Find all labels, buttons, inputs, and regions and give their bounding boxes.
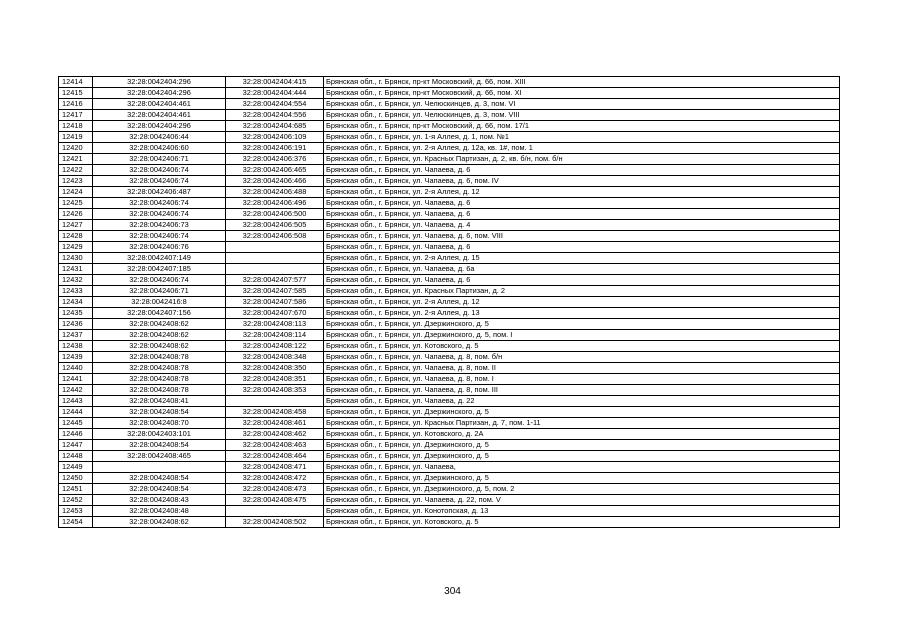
table-row xyxy=(59,99,840,110)
cadastral-number-cell: 32:28:0042407:670 xyxy=(226,308,324,319)
address-cell: Брянская обл., г. Брянск, ул. Конотопская, д. 13 xyxy=(324,506,840,517)
row-number-cell: 12417 xyxy=(59,110,93,121)
parent-cadastral-number-cell: 32:28:0042408:78 xyxy=(93,363,226,374)
parent-cadastral-number-cell: 32:28:0042408:78 xyxy=(93,385,226,396)
row-number-cell: 12427 xyxy=(59,220,93,231)
address-cell: Брянская обл., г. Брянск, пр-кт Московский, д. 66, пом. 17/1 xyxy=(324,121,840,132)
parent-cadastral-number-cell: 32:28:0042416:8 xyxy=(93,297,226,308)
cadastral-number-cell: 32:28:0042408:464 xyxy=(226,451,324,462)
cadastral-number-cell xyxy=(226,242,324,253)
table-row xyxy=(59,242,840,253)
cadastral-number-cell: 32:28:0042408:122 xyxy=(226,341,324,352)
row-number-cell: 12451 xyxy=(59,484,93,495)
registry-table xyxy=(58,76,840,528)
row-number-cell: 12425 xyxy=(59,198,93,209)
cadastral-number-cell: 32:28:0042407:586 xyxy=(226,297,324,308)
address-cell: Брянская обл., г. Брянск, ул. Дзержинского, д. 5, пом. I xyxy=(324,330,840,341)
row-number-cell: 12446 xyxy=(59,429,93,440)
row-number-cell: 12435 xyxy=(59,308,93,319)
cadastral-number-cell: 32:28:0042406:500 xyxy=(226,209,324,220)
row-number-cell: 12432 xyxy=(59,275,93,286)
row-number-cell: 12452 xyxy=(59,495,93,506)
address-cell: Брянская обл., г. Брянск, ул. Красных Партизан, д. 2, кв. б/н, пом. б/н xyxy=(324,154,840,165)
parent-cadastral-number-cell: 32:28:0042408:48 xyxy=(93,506,226,517)
table-row xyxy=(59,341,840,352)
cadastral-number-cell: 32:28:0042408:114 xyxy=(226,330,324,341)
cadastral-number-cell: 32:28:0042408:472 xyxy=(226,473,324,484)
address-cell: Брянская обл., г. Брянск, ул. Чапаева, д. 6 xyxy=(324,198,840,209)
cadastral-number-cell: 32:28:0042408:462 xyxy=(226,429,324,440)
table-row xyxy=(59,154,840,165)
parent-cadastral-number-cell: 32:28:0042404:296 xyxy=(93,88,226,99)
table-row xyxy=(59,121,840,132)
row-number-cell: 12445 xyxy=(59,418,93,429)
parent-cadastral-number-cell: 32:28:0042408:62 xyxy=(93,517,226,528)
cadastral-number-cell: 32:28:0042408:351 xyxy=(226,374,324,385)
address-cell: Брянская обл., г. Брянск, ул. Котовского, д. 2А xyxy=(324,429,840,440)
parent-cadastral-number-cell: 32:28:0042408:54 xyxy=(93,440,226,451)
table-row xyxy=(59,286,840,297)
address-cell: Брянская обл., г. Брянск, ул. Челюскинцев, д. 3, пом. VI xyxy=(324,99,840,110)
address-cell: Брянская обл., г. Брянск, ул. Чапаева, xyxy=(324,462,840,473)
table-row xyxy=(59,77,840,88)
parent-cadastral-number-cell: 32:28:0042406:73 xyxy=(93,220,226,231)
table-row xyxy=(59,88,840,99)
row-number-cell: 12422 xyxy=(59,165,93,176)
address-cell: Брянская обл., г. Брянск, пр-кт Московский, д. 66, пом. XI xyxy=(324,88,840,99)
table-row xyxy=(59,165,840,176)
address-cell: Брянская обл., г. Брянск, ул. 2-я Аллея, д. 12а, кв. 1#, пом. 1 xyxy=(324,143,840,154)
row-number-cell: 12449 xyxy=(59,462,93,473)
table-row xyxy=(59,330,840,341)
address-cell: Брянская обл., г. Брянск, ул. Котовского, д. 5 xyxy=(324,517,840,528)
cadastral-number-cell: 32:28:0042406:508 xyxy=(226,231,324,242)
address-cell: Брянская обл., г. Брянск, пр-кт Московский, д. 66, пом. XIII xyxy=(324,77,840,88)
table-row xyxy=(59,132,840,143)
row-number-cell: 12436 xyxy=(59,319,93,330)
parent-cadastral-number-cell: 32:28:0042408:62 xyxy=(93,341,226,352)
row-number-cell: 12453 xyxy=(59,506,93,517)
table-row xyxy=(59,275,840,286)
table-row xyxy=(59,407,840,418)
address-cell: Брянская обл., г. Брянск, ул. Дзержинского, д. 5 xyxy=(324,451,840,462)
row-number-cell: 12442 xyxy=(59,385,93,396)
parent-cadastral-number-cell: 32:28:0042406:74 xyxy=(93,231,226,242)
table-row xyxy=(59,352,840,363)
table-row xyxy=(59,297,840,308)
parent-cadastral-number-cell: 32:28:0042406:60 xyxy=(93,143,226,154)
cadastral-number-cell: 32:28:0042407:585 xyxy=(226,286,324,297)
row-number-cell: 12443 xyxy=(59,396,93,407)
row-number-cell: 12454 xyxy=(59,517,93,528)
parent-cadastral-number-cell: 32:28:0042404:296 xyxy=(93,77,226,88)
cadastral-number-cell: 32:28:0042404:685 xyxy=(226,121,324,132)
table-row xyxy=(59,220,840,231)
address-cell: Брянская обл., г. Брянск, ул. Дзержинского, д. 5, пом. 2 xyxy=(324,484,840,495)
address-cell: Брянская обл., г. Брянск, ул. Чапаева, д. 6, пом. VIII xyxy=(324,231,840,242)
cadastral-number-cell: 32:28:0042406:191 xyxy=(226,143,324,154)
parent-cadastral-number-cell: 32:28:0042406:74 xyxy=(93,198,226,209)
address-cell: Брянская обл., г. Брянск, ул. Дзержинского, д. 5 xyxy=(324,407,840,418)
row-number-cell: 12419 xyxy=(59,132,93,143)
address-cell: Брянская обл., г. Брянск, ул. Чапаева, д. 6а xyxy=(324,264,840,275)
address-cell: Брянская обл., г. Брянск, ул. Чапаева, д. 6 xyxy=(324,242,840,253)
table-row xyxy=(59,264,840,275)
table-row xyxy=(59,385,840,396)
address-cell: Брянская обл., г. Брянск, ул. Чапаева, д. 6 xyxy=(324,275,840,286)
row-number-cell: 12423 xyxy=(59,176,93,187)
cadastral-number-cell: 32:28:0042408:471 xyxy=(226,462,324,473)
cadastral-number-cell: 32:28:0042406:466 xyxy=(226,176,324,187)
parent-cadastral-number-cell: 32:28:0042404:461 xyxy=(93,110,226,121)
table-row xyxy=(59,495,840,506)
table-row xyxy=(59,363,840,374)
address-cell: Брянская обл., г. Брянск, ул. Красных Партизан, д. 2 xyxy=(324,286,840,297)
row-number-cell: 12448 xyxy=(59,451,93,462)
address-cell: Брянская обл., г. Брянск, ул. 1-я Аллея, д. 1, пом. №1 xyxy=(324,132,840,143)
parent-cadastral-number-cell: 32:28:0042407:156 xyxy=(93,308,226,319)
address-cell: Брянская обл., г. Брянск, ул. Котовского, д. 5 xyxy=(324,341,840,352)
parent-cadastral-number-cell: 32:28:0042408:54 xyxy=(93,407,226,418)
parent-cadastral-number-cell: 32:28:0042406:74 xyxy=(93,176,226,187)
row-number-cell: 12429 xyxy=(59,242,93,253)
table-row xyxy=(59,418,840,429)
row-number-cell: 12421 xyxy=(59,154,93,165)
cadastral-number-cell: 32:28:0042408:348 xyxy=(226,352,324,363)
table-row xyxy=(59,506,840,517)
parent-cadastral-number-cell: 32:28:0042406:74 xyxy=(93,275,226,286)
parent-cadastral-number-cell: 32:28:0042406:76 xyxy=(93,242,226,253)
parent-cadastral-number-cell: 32:28:0042404:461 xyxy=(93,99,226,110)
table-row xyxy=(59,231,840,242)
parent-cadastral-number-cell: 32:28:0042408:62 xyxy=(93,319,226,330)
parent-cadastral-number-cell: 32:28:0042403:101 xyxy=(93,429,226,440)
parent-cadastral-number-cell: 32:28:0042406:74 xyxy=(93,209,226,220)
parent-cadastral-number-cell: 32:28:0042408:62 xyxy=(93,330,226,341)
table-row xyxy=(59,143,840,154)
address-cell: Брянская обл., г. Брянск, ул. 2-я Аллея, д. 12 xyxy=(324,187,840,198)
table-row xyxy=(59,176,840,187)
page-number: 304 xyxy=(444,586,461,597)
table-row xyxy=(59,319,840,330)
parent-cadastral-number-cell xyxy=(93,462,226,473)
address-cell: Брянская обл., г. Брянск, ул. 2-я Аллея, д. 15 xyxy=(324,253,840,264)
row-number-cell: 12414 xyxy=(59,77,93,88)
address-cell: Брянская обл., г. Брянск, ул. Чапаева, д. 8, пом. II xyxy=(324,363,840,374)
table-row xyxy=(59,484,840,495)
row-number-cell: 12444 xyxy=(59,407,93,418)
address-cell: Брянская обл., г. Брянск, ул. Чапаева, д. 22 xyxy=(324,396,840,407)
table-row xyxy=(59,110,840,121)
cadastral-number-cell: 32:28:0042408:502 xyxy=(226,517,324,528)
row-number-cell: 12440 xyxy=(59,363,93,374)
cadastral-number-cell: 32:28:0042404:415 xyxy=(226,77,324,88)
address-cell: Брянская обл., г. Брянск, ул. Чапаева, д. 8, пом. б/н xyxy=(324,352,840,363)
parent-cadastral-number-cell: 32:28:0042406:71 xyxy=(93,154,226,165)
table-row xyxy=(59,440,840,451)
table-row xyxy=(59,462,840,473)
parent-cadastral-number-cell: 32:28:0042406:71 xyxy=(93,286,226,297)
parent-cadastral-number-cell: 32:28:0042408:43 xyxy=(93,495,226,506)
address-cell: Брянская обл., г. Брянск, ул. Чапаева, д. 6 xyxy=(324,165,840,176)
cadastral-number-cell: 32:28:0042408:473 xyxy=(226,484,324,495)
cadastral-number-cell: 32:28:0042408:113 xyxy=(226,319,324,330)
parent-cadastral-number-cell: 32:28:0042406:44 xyxy=(93,132,226,143)
row-number-cell: 12420 xyxy=(59,143,93,154)
address-cell: Брянская обл., г. Брянск, ул. Чапаева, д. 6 xyxy=(324,209,840,220)
parent-cadastral-number-cell: 32:28:0042406:74 xyxy=(93,165,226,176)
cadastral-number-cell xyxy=(226,253,324,264)
cadastral-number-cell: 32:28:0042406:109 xyxy=(226,132,324,143)
row-number-cell: 12431 xyxy=(59,264,93,275)
table-row xyxy=(59,396,840,407)
address-cell: Брянская обл., г. Брянск, ул. 2-я Аллея, д. 13 xyxy=(324,308,840,319)
parent-cadastral-number-cell: 32:28:0042408:54 xyxy=(93,473,226,484)
address-cell: Брянская обл., г. Брянск, ул. 2-я Аллея, д. 12 xyxy=(324,297,840,308)
parent-cadastral-number-cell: 32:28:0042404:296 xyxy=(93,121,226,132)
row-number-cell: 12438 xyxy=(59,341,93,352)
row-number-cell: 12447 xyxy=(59,440,93,451)
registry-table-body xyxy=(59,77,840,528)
address-cell: Брянская обл., г. Брянск, ул. Челюскинцев, д. 3, пом. VIII xyxy=(324,110,840,121)
cadastral-number-cell: 32:28:0042408:458 xyxy=(226,407,324,418)
row-number-cell: 12433 xyxy=(59,286,93,297)
cadastral-number-cell xyxy=(226,264,324,275)
row-number-cell: 12434 xyxy=(59,297,93,308)
address-cell: Брянская обл., г. Брянск, ул. Чапаева, д. 6, пом. IV xyxy=(324,176,840,187)
table-row xyxy=(59,451,840,462)
cadastral-number-cell: 32:28:0042404:444 xyxy=(226,88,324,99)
table-row xyxy=(59,374,840,385)
cadastral-number-cell: 32:28:0042408:353 xyxy=(226,385,324,396)
cadastral-number-cell: 32:28:0042404:554 xyxy=(226,99,324,110)
row-number-cell: 12430 xyxy=(59,253,93,264)
row-number-cell: 12428 xyxy=(59,231,93,242)
cadastral-number-cell: 32:28:0042406:496 xyxy=(226,198,324,209)
cadastral-number-cell: 32:28:0042408:475 xyxy=(226,495,324,506)
address-cell: Брянская обл., г. Брянск, ул. Дзержинского, д. 5 xyxy=(324,473,840,484)
table-row xyxy=(59,308,840,319)
row-number-cell: 12437 xyxy=(59,330,93,341)
cadastral-number-cell xyxy=(226,506,324,517)
cadastral-number-cell: 32:28:0042408:350 xyxy=(226,363,324,374)
table-row xyxy=(59,517,840,528)
address-cell: Брянская обл., г. Брянск, ул. Чапаева, д. 22, пом. V xyxy=(324,495,840,506)
parent-cadastral-number-cell: 32:28:0042406:487 xyxy=(93,187,226,198)
cadastral-number-cell: 32:28:0042408:463 xyxy=(226,440,324,451)
address-cell: Брянская обл., г. Брянск, ул. Чапаева, д. 4 xyxy=(324,220,840,231)
parent-cadastral-number-cell: 32:28:0042408:54 xyxy=(93,484,226,495)
address-cell: Брянская обл., г. Брянск, ул. Чапаева, д. 8, пом. I xyxy=(324,374,840,385)
address-cell: Брянская обл., г. Брянск, ул. Чапаева, д. 8, пом. III xyxy=(324,385,840,396)
cadastral-number-cell: 32:28:0042406:376 xyxy=(226,154,324,165)
table-row xyxy=(59,187,840,198)
parent-cadastral-number-cell: 32:28:0042408:70 xyxy=(93,418,226,429)
row-number-cell: 12450 xyxy=(59,473,93,484)
cadastral-number-cell: 32:28:0042407:577 xyxy=(226,275,324,286)
row-number-cell: 12441 xyxy=(59,374,93,385)
cadastral-number-cell xyxy=(226,396,324,407)
address-cell: Брянская обл., г. Брянск, ул. Красных Партизан, д. 7, пом. 1-11 xyxy=(324,418,840,429)
row-number-cell: 12424 xyxy=(59,187,93,198)
cadastral-number-cell: 32:28:0042408:461 xyxy=(226,418,324,429)
address-cell: Брянская обл., г. Брянск, ул. Дзержинского, д. 5 xyxy=(324,440,840,451)
table-row xyxy=(59,473,840,484)
table-row xyxy=(59,209,840,220)
parent-cadastral-number-cell: 32:28:0042407:185 xyxy=(93,264,226,275)
cadastral-number-cell: 32:28:0042404:556 xyxy=(226,110,324,121)
address-cell: Брянская обл., г. Брянск, ул. Дзержинского, д. 5 xyxy=(324,319,840,330)
row-number-cell: 12439 xyxy=(59,352,93,363)
row-number-cell: 12416 xyxy=(59,99,93,110)
row-number-cell: 12426 xyxy=(59,209,93,220)
parent-cadastral-number-cell: 32:28:0042408:78 xyxy=(93,374,226,385)
row-number-cell: 12418 xyxy=(59,121,93,132)
cadastral-number-cell: 32:28:0042406:465 xyxy=(226,165,324,176)
parent-cadastral-number-cell: 32:28:0042407:149 xyxy=(93,253,226,264)
row-number-cell: 12415 xyxy=(59,88,93,99)
parent-cadastral-number-cell: 32:28:0042408:41 xyxy=(93,396,226,407)
parent-cadastral-number-cell: 32:28:0042408:78 xyxy=(93,352,226,363)
cadastral-number-cell: 32:28:0042406:488 xyxy=(226,187,324,198)
cadastral-number-cell: 32:28:0042406:505 xyxy=(226,220,324,231)
table-row xyxy=(59,253,840,264)
parent-cadastral-number-cell: 32:28:0042408:465 xyxy=(93,451,226,462)
table-row xyxy=(59,429,840,440)
table-row xyxy=(59,198,840,209)
